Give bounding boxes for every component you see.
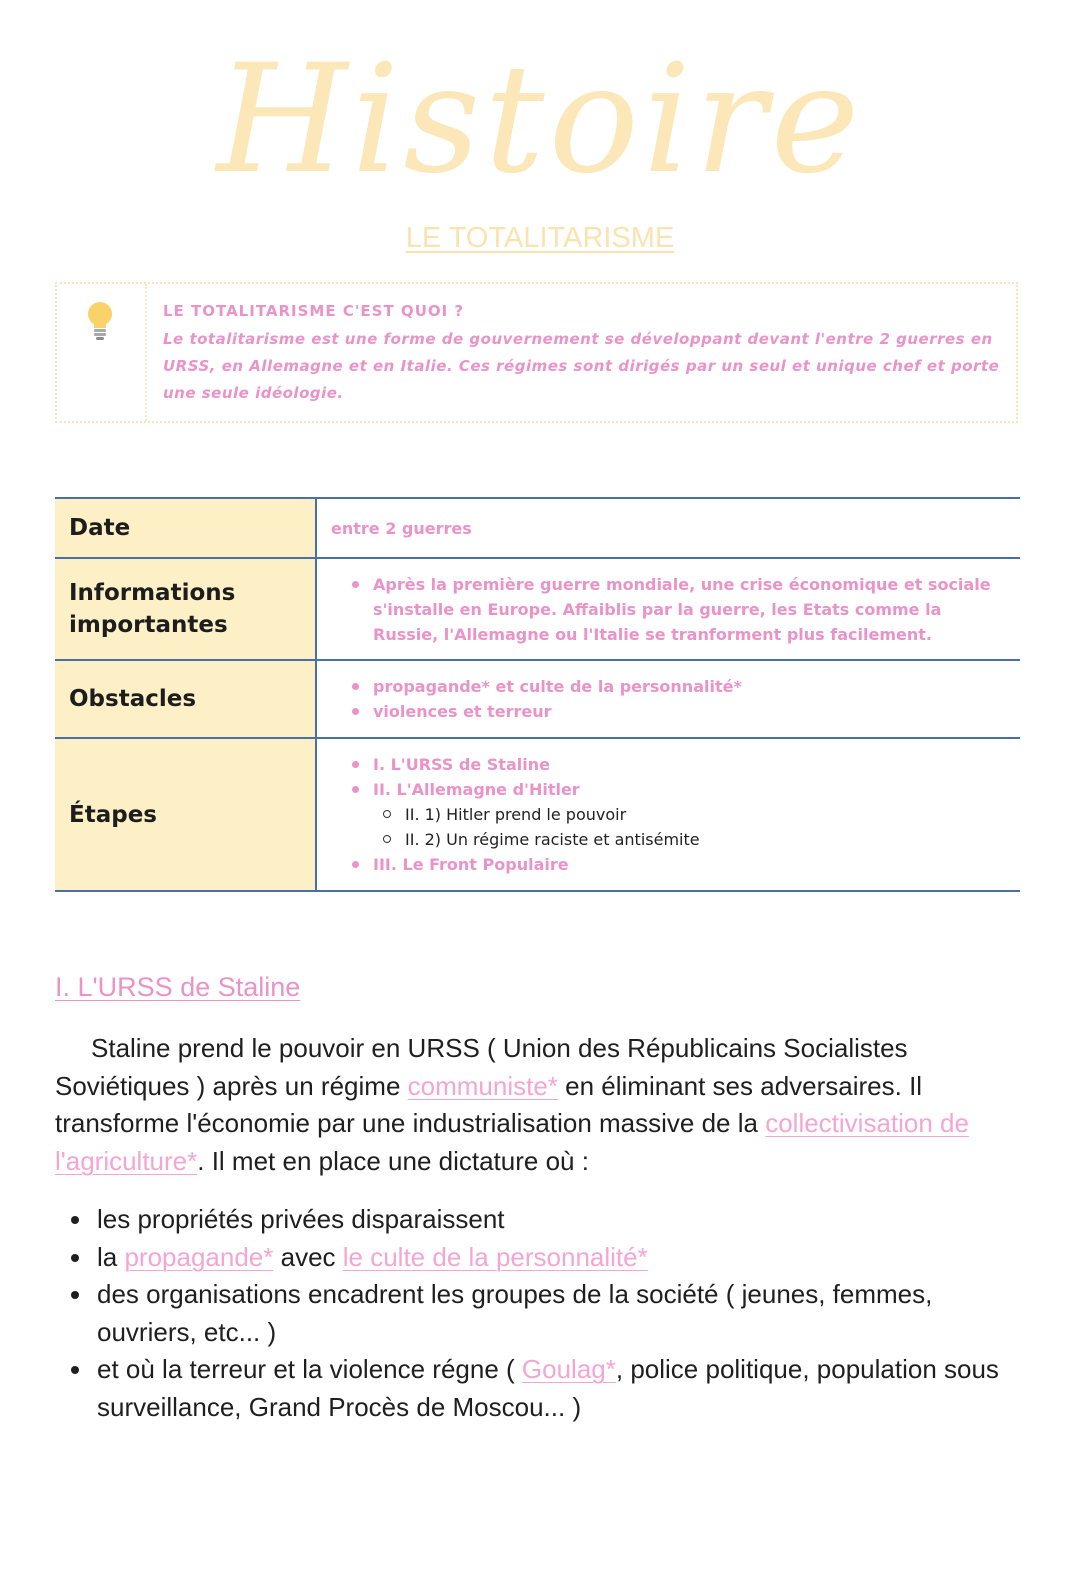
link-collectivisation[interactable]: collectivisation de l'agriculture* xyxy=(55,1108,969,1176)
row-label-obstacles: Obstacles xyxy=(55,660,316,738)
list-item xyxy=(97,1351,1015,1426)
row-value-date: entre 2 guerres xyxy=(316,498,1020,558)
list-item: II. 1) Hitler prend le pouvoir xyxy=(405,802,1006,827)
callout-icon-cell xyxy=(57,284,147,421)
list-item-text: et où la terreur et la violence régne ( xyxy=(97,1354,522,1384)
table-row xyxy=(55,558,1020,660)
link-culte-personnalite[interactable]: le culte de la personnalité* xyxy=(342,1241,648,1272)
row-label-date: Date xyxy=(55,498,316,558)
table-row xyxy=(55,498,1020,558)
table-row xyxy=(55,660,1020,738)
definition-callout xyxy=(55,282,1018,423)
list-item: propagande* et culte de la personnalité* xyxy=(373,674,1006,699)
row-value-informations xyxy=(316,558,1020,660)
list-item-text: la xyxy=(97,1241,125,1272)
row-label-informations: Informations importantes xyxy=(55,558,316,660)
callout-text xyxy=(147,284,1016,421)
list-item xyxy=(373,777,1006,852)
list-item: II. 2) Un régime raciste et antisémite xyxy=(405,827,1006,852)
list-item: des organisations encadrent les groupes de la société ( jeunes, femmes, ouvriers, etc... ) xyxy=(97,1276,1015,1351)
obstacles-list xyxy=(331,674,1006,724)
para-text: Staline prend le pouvoir en URSS ( Union des Républicains Socialistes Soviétiques ) après un régime xyxy=(55,1033,908,1101)
list-item-text: avec xyxy=(273,1241,343,1272)
para-text: . Il met en place une dictature où : xyxy=(197,1145,589,1176)
informations-list xyxy=(331,572,1006,647)
list-item-text: II. L'Allemagne d'Hitler xyxy=(373,780,580,799)
para-text: en éliminant ses adversaires. Il transforme l'économie par une industrialisation massive de la xyxy=(55,1070,923,1138)
row-label-etapes: Étapes xyxy=(55,738,316,891)
row-value-etapes xyxy=(316,738,1020,891)
table-row xyxy=(55,738,1020,891)
list-item xyxy=(97,1239,1015,1277)
list-item: Après la première guerre mondiale, une crise économique et sociale s'installe en Europe. Affaiblis par la guerre, les Etats comme la Russie, l'Allemagne ou l'Italie se tranforment plus facilement. xyxy=(373,572,1006,647)
etapes-sublist xyxy=(373,802,1006,852)
etapes-list xyxy=(331,752,1006,877)
link-communiste[interactable]: communiste* xyxy=(407,1070,558,1101)
list-item: I. L'URSS de Staline xyxy=(373,752,1006,777)
lightbulb-icon xyxy=(85,300,115,342)
page-title: Histoire xyxy=(216,33,864,207)
list-item: violences et terreur xyxy=(373,699,1006,724)
page-subtitle: LE TOTALITARISME xyxy=(405,222,675,254)
callout-body: Le totalitarisme est une forme de gouvernement se développant devant l'entre 2 guerres en URSS, en Allemagne et en Italie. Ces régimes sont dirigés par un seul et unique chef et porte une seule idéologie. xyxy=(163,330,1000,402)
list-item-text: , police politique, population sous surveillance, Grand Procès de Moscou... ) xyxy=(97,1354,999,1422)
link-propagande[interactable]: propagande* xyxy=(124,1241,274,1272)
section-heading-urss: I. L'URSS de Staline xyxy=(55,972,301,1002)
dictature-list xyxy=(55,1201,1015,1426)
callout-heading: LE TOTALITARISME C'EST QUOI ? xyxy=(163,302,465,320)
list-item: III. Le Front Populaire xyxy=(373,852,1006,877)
summary-table xyxy=(55,497,1020,892)
row-value-obstacles xyxy=(316,660,1020,738)
list-item: les propriétés privées disparaissent xyxy=(97,1201,1015,1239)
section-paragraph xyxy=(55,1030,1015,1180)
link-goulag[interactable]: Goulag* xyxy=(521,1354,616,1384)
